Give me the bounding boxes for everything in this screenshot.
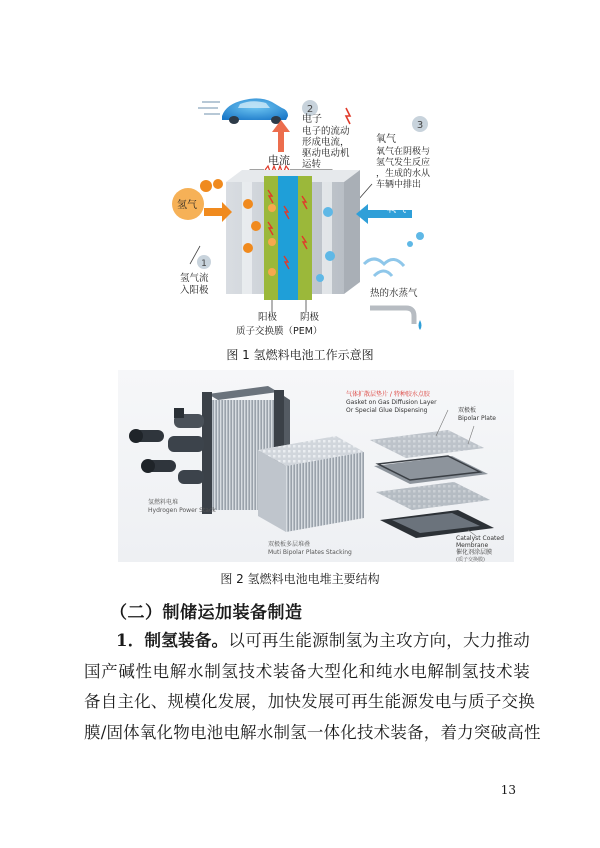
multi-plates-label-en: Muti Bipolar Plates Stacking [268,549,352,556]
oxygen-title: 氧气 [376,134,396,145]
ccm-label-cn: 催化剂涂层膜 [456,549,493,556]
fuel-cell-block [226,170,360,300]
bipolar-plates-stack-image [258,436,364,532]
oxygen-desc-line4: 车辆中排出 [376,180,422,190]
multi-plates-label-cn: 双极板多层堆叠 [268,541,311,548]
current-label: 电流 [268,154,290,167]
electron-title: 电子 [302,114,322,125]
anode-label: 阳极 [258,312,278,323]
stack-label-en: Hydrogen Power Stack [148,507,216,514]
oxygen-desc-line1: 氧气在阴极与 [376,147,431,157]
exhaust-pipe-icon [370,308,414,324]
paragraph-line-3: 备自主化、规模化发展，加快发展可再生能源发电与质子交换 [84,692,535,711]
electron-desc-line2: 形成电流， [302,137,350,148]
figure-1-fuel-cell-diagram [160,86,450,336]
body-paragraph [84,626,541,748]
oxygen-desc-line3: ，生成的水从 [376,169,431,179]
paragraph-line-1 [84,626,530,657]
pem-layer [278,176,298,300]
steam-label: 热的水蒸气 [370,288,418,299]
paragraph-line-4: 膜/固体氧化物电池电解水制氢一体化技术装备，着力突破高性 [84,722,541,742]
electron-desc-line1: 电子的流动 [302,126,350,137]
ccm-label-en-1: Catalyst Coated [456,535,504,542]
oxygen-step: 3 [416,120,424,131]
gasket-label-en-2: Or Special Glue Dispensing [346,407,428,414]
stack-label-cn: 氢燃料电堆 [148,499,179,506]
cathode-label: 阴极 [300,312,320,323]
section-heading: （二）制储运加装备制造 [110,603,303,623]
exploded-layers-image [370,410,494,538]
paragraph-lead: 1．制氢装备。 [116,631,229,650]
figure-2-stack-structure [118,370,514,562]
steam-icon [364,259,404,266]
cathode-layer [298,176,312,300]
paragraph-line-2: 国产碱性电解水制氢技术装备大型化和纯水电解制氢技术装 [84,661,530,681]
electron-desc-line4: 运转 [302,159,322,170]
arrow-up-icon [272,120,290,152]
oxygen-label: 氧气 [386,204,406,215]
paragraph-line-1-text: 以可再生能源制氢为主攻方向，大力推动 [228,631,530,650]
hydrogen-step: 1 [201,259,207,269]
pem-label: 质子交换膜（PEM） [236,326,323,336]
figure-1-caption: 图 1 氢燃料电池工作示意图 [226,348,374,362]
hydrogen-flow-line1: 氢气流 [180,273,209,284]
oxygen-desc-line2: 氢气发生反应 [376,158,431,168]
car-icon [198,98,288,124]
hydrogen-label: 氢气 [177,200,197,211]
bipolar-label-cn: 双极板 [458,407,477,414]
hydrogen-flow-line2: 入阳极 [180,285,209,296]
electron-desc-line3: 驱动电动机 [302,148,350,159]
gasket-label-en-1: Gasket on Gas Diffusion Layer [346,399,437,406]
ccm-label-en-2: Membrane [456,542,489,549]
lightning-icon [346,108,350,124]
figure-2-caption: 图 2 氢燃料电池电堆主要结构 [220,572,380,586]
bipolar-label-en: Bipolar Plate [458,415,496,422]
page-number: 13 [500,783,516,797]
gasket-label-cn: 气体扩散层垫片 / 特种胶水点胶 [346,391,430,398]
ccm-label-cn-sub: (质子交换膜) [456,557,485,562]
electron-step: 2 [306,104,314,115]
